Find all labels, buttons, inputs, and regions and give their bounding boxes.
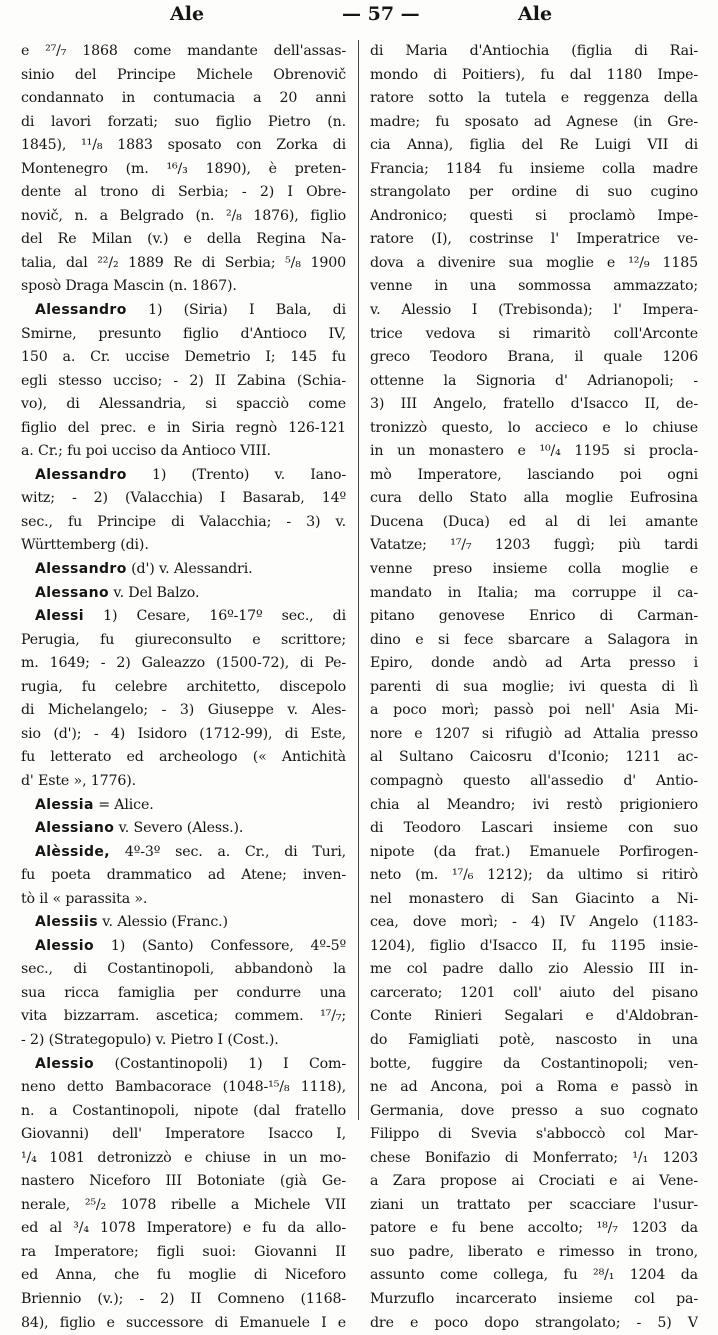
text-line <box>21 911 346 935</box>
text-line <box>21 1029 346 1053</box>
text-line <box>370 1241 698 1265</box>
line-text: ed al ³/₄ 1078 Imperatore) e fu da allo- <box>21 1220 346 1237</box>
text-line <box>21 723 346 747</box>
line-text: figlio del prec. e in Siria regnò 126-121 <box>21 419 346 436</box>
line-text: ed Anna, che fu moglie di Niceforo <box>21 1267 346 1284</box>
page-header <box>20 3 702 31</box>
text-line <box>370 699 698 723</box>
text-line <box>21 699 346 723</box>
line-text: (Costantinopoli) 1) I Com- <box>94 1055 346 1072</box>
line-text: ziani un trattato per scacciare l'usur- <box>370 1196 698 1213</box>
line-text: pitano genovese Enrico di Carman- <box>370 608 698 625</box>
text-line <box>21 323 346 347</box>
text-line <box>21 605 346 629</box>
line-text: tronizzò questo, lo accieco e lo chiuse <box>370 419 698 436</box>
text-line <box>21 511 346 535</box>
text-line <box>21 864 346 888</box>
text-line <box>370 935 698 959</box>
text-line <box>370 629 698 653</box>
text-line <box>370 770 698 794</box>
text-line <box>21 1147 346 1171</box>
line-text: egli stesso ucciso; - 2) II Zabina (Schia- <box>21 372 346 389</box>
text-line <box>21 87 346 111</box>
text-line <box>21 582 346 606</box>
text-line <box>370 888 698 912</box>
line-text: cura dello Stato alla moglie Eufrosina <box>370 490 698 507</box>
line-text: Giovanni) dell' Imperatore Isacco I, <box>21 1126 346 1143</box>
text-line <box>370 323 698 347</box>
line-text: condannato in contumacia a 20 anni <box>21 90 346 107</box>
entry-headword: Alessandro <box>35 302 127 319</box>
line-text: Vatatze; ¹⁷/₇ 1203 fuggì; più tardi <box>370 537 698 554</box>
text-line <box>21 746 346 770</box>
entry-headword: Alessano <box>35 584 110 601</box>
line-text: ne ad Ancona, poi a Roma e passò in <box>370 1079 698 1096</box>
line-text: dente al trono di Serbia; - 2) I Obre- <box>21 184 346 201</box>
line-text: greco Teodoro Brana, il quale 1206 <box>370 349 698 366</box>
text-line <box>21 1217 346 1241</box>
text-line <box>21 464 346 488</box>
line-text: botte, fuggire da Costantinopoli; ven- <box>370 1055 698 1072</box>
line-text: ratore sotto la tutela e reggenza della <box>370 90 698 107</box>
line-text: v. Del Balzo. <box>109 584 200 601</box>
line-text: 1) (Santo) Confessore, 4º-5º <box>94 937 346 954</box>
entry-headword: Alessiis <box>35 914 98 931</box>
line-text: 3) III Angelo, fratello d'Isacco II, de- <box>370 396 698 413</box>
text-line <box>21 817 346 841</box>
text-line <box>370 370 698 394</box>
entry-headword: Alessandro <box>35 561 127 578</box>
text-line <box>21 629 346 653</box>
column-divider <box>358 40 359 1120</box>
text-line <box>370 1264 698 1288</box>
line-text: witz; - 2) (Valacchia) I Basarab, 14º <box>21 490 346 507</box>
text-line <box>21 111 346 135</box>
line-text: m. 1649; - 2) Galeazzo (1500-72), di Pe- <box>21 655 346 672</box>
text-line <box>21 982 346 1006</box>
header-right-guide-word: Ale <box>518 3 553 25</box>
text-line <box>370 1194 698 1218</box>
line-text: venne preso insieme colla moglie e <box>370 561 698 578</box>
text-line <box>21 558 346 582</box>
text-line <box>370 1005 698 1029</box>
line-text: assunto come collega, fu ²⁸/₁ 1204 da <box>370 1267 698 1284</box>
text-line <box>370 134 698 158</box>
line-text: Andronico; questi si proclamò Impe- <box>370 207 698 224</box>
text-line <box>21 676 346 700</box>
text-line <box>370 1100 698 1124</box>
line-text: sinio del Principe Michele Obrenovič <box>21 66 346 83</box>
line-text: Perugia, fu giureconsulto e scrittore; <box>21 631 346 648</box>
text-line <box>370 982 698 1006</box>
text-line <box>21 1264 346 1288</box>
line-text: dino e si fece sbarcare a Salagora in <box>370 631 698 648</box>
text-line <box>370 1076 698 1100</box>
text-line <box>370 911 698 935</box>
line-text: rugia, fu celebre architetto, discepolo <box>21 678 346 695</box>
text-line <box>21 252 346 276</box>
text-line <box>370 252 698 276</box>
line-text: nore e 1207 si rifugiò ad Attalia presso <box>370 725 698 742</box>
line-text: di Michelangelo; - 3) Giuseppe v. Ales- <box>21 702 346 719</box>
text-line <box>370 228 698 252</box>
text-line <box>21 487 346 511</box>
text-line <box>370 440 698 464</box>
text-line <box>370 841 698 865</box>
text-line <box>21 40 346 64</box>
line-text: 4º-3º sec. a. Cr., di Turi, <box>110 843 346 860</box>
line-text: dre e poco dopo strangolato; - 5) V <box>370 1314 698 1331</box>
line-text: Filippo di Svevia s'abboccò col Mar- <box>370 1126 698 1143</box>
line-text: sio (d'); - 4) Isidoro (1712-99), di Este, <box>21 725 346 742</box>
line-text: mò Imperatore, lasciando poi ogni <box>370 466 698 483</box>
text-line <box>21 1100 346 1124</box>
text-line <box>21 370 346 394</box>
text-line <box>370 464 698 488</box>
text-line <box>370 275 698 299</box>
text-line <box>370 958 698 982</box>
text-line <box>370 746 698 770</box>
text-line <box>21 228 346 252</box>
entry-headword: Alessia <box>35 796 94 813</box>
line-text: fu letterato ed archeologo (« Antichità <box>21 749 346 766</box>
line-text: Germania, dove presso a suo cognato <box>370 1102 698 1119</box>
line-text: vita bizzarram. ascetica; commem. ¹⁷/₇; <box>21 1008 346 1025</box>
line-text: parenti di sua moglie; ivi questa di lì <box>370 678 698 695</box>
text-line <box>370 87 698 111</box>
text-line <box>370 723 698 747</box>
line-text: n. a Costantinopoli, nipote (dal fratello <box>21 1102 346 1119</box>
line-text: v. Alessio I (Trebisonda); l' Impera- <box>370 302 698 319</box>
line-text: compagnò questo all'assedio d' Antio- <box>370 772 698 789</box>
text-line <box>370 40 698 64</box>
line-text: Murzuflo incarcerato insieme col pa- <box>370 1290 698 1307</box>
line-text: Epiro, donde andò ad Arta presso i <box>370 655 698 672</box>
line-text: neto (m. ¹⁷/₆ 1212); da ultimo si ritirò <box>370 867 698 884</box>
text-line <box>21 1312 346 1335</box>
line-text: 1) Cesare, 16º-17º sec., di <box>84 608 346 625</box>
line-text: 1) (Siria) I Bala, di <box>126 302 346 319</box>
line-text: nipote (da frat.) Emanuele Porfirogen- <box>370 843 698 860</box>
entry-headword: Alessi <box>35 608 84 625</box>
line-text: del Re Milan (v.) e della Regina Na- <box>21 231 346 248</box>
line-text: ratore (I), costrinse l' Imperatrice ve- <box>370 231 698 248</box>
text-line <box>370 1123 698 1147</box>
text-line <box>21 1241 346 1265</box>
line-text: Smirne, presunto figlio d'Antioco IV, <box>21 325 346 342</box>
text-line <box>370 534 698 558</box>
line-text: cia Anna), figlia del Re Luigi VII di <box>370 137 698 154</box>
text-line <box>370 1029 698 1053</box>
line-text: sec., di Costantinopoli, abbandonò la <box>21 961 346 978</box>
text-line <box>370 158 698 182</box>
text-line <box>21 205 346 229</box>
line-text: venne in una sommossa ammazzato; <box>370 278 698 295</box>
line-text: di lavori forzati; suo figlio Pietro (n. <box>21 113 346 130</box>
line-text: carcerato; 1201 coll' aiuto del pisano <box>370 984 698 1001</box>
line-text: talia, dal ²²/₂ 1889 Re di Serbia; ⁵/₈ 1900 <box>21 254 346 271</box>
line-text: Württemberg (di). <box>21 537 149 554</box>
line-text: madre; fu sposato ad Agnese (in Gre- <box>370 113 698 130</box>
line-text: al Sultano Caicosru d'Iconio; 1211 ac- <box>370 749 698 766</box>
text-line <box>370 1170 698 1194</box>
line-text: neno detto Bambacorace (1048-¹⁵/₈ 1118), <box>21 1079 346 1096</box>
line-text: sposò Draga Mascin (n. 1867). <box>21 278 237 295</box>
line-text: chese Bonifazio di Monferrato; ¹/₁ 1203 <box>370 1149 698 1166</box>
text-line <box>370 582 698 606</box>
line-text: mandato in Italia; ma corruppe il ca- <box>370 584 698 601</box>
text-line <box>370 393 698 417</box>
text-line <box>370 487 698 511</box>
line-text: sua ricca famiglia per condurre una <box>21 984 346 1001</box>
entry-headword: Alessiano <box>35 820 115 837</box>
line-text: ra Imperatore; figli suoi: Giovanni II <box>21 1243 346 1260</box>
text-line <box>21 1170 346 1194</box>
line-text: fu poeta drammatico ad Atene; inven- <box>21 867 346 884</box>
text-line <box>21 841 346 865</box>
line-text: nastero Niceforo III Botoniate (già Ge- <box>21 1173 346 1190</box>
line-text: 84), figlio e successore di Emanuele I e <box>21 1314 346 1331</box>
text-line <box>21 417 346 441</box>
entry-headword: Alessio <box>35 1055 95 1072</box>
line-text: Montenegro (m. ¹⁶/₃ 1890), è preten- <box>21 160 346 177</box>
text-line <box>370 652 698 676</box>
text-line <box>21 770 346 794</box>
text-line <box>370 1147 698 1171</box>
line-text: 150 a. Cr. uccise Demetrio I; 145 fu <box>21 349 346 366</box>
line-text: nel monastero di San Giacinto a Ni- <box>370 890 698 907</box>
line-text: chia al Meandro; ivi restò prigioniero <box>370 796 698 813</box>
text-line <box>21 1076 346 1100</box>
line-text: v. Severo (Aless.). <box>114 820 244 837</box>
text-line <box>21 440 346 464</box>
line-text: Briennio (v.); - 2) II Comneno (1168- <box>21 1290 346 1307</box>
text-line <box>21 958 346 982</box>
entry-headword: Alessandro <box>35 466 127 483</box>
line-text: a poco morì; passò poi nell' Asia Mi- <box>370 702 698 719</box>
line-text: novič, n. a Belgrado (n. ²/₈ 1876), figlio <box>21 207 346 224</box>
text-line <box>21 1288 346 1312</box>
line-text: ¹/₄ 1081 detronizzò e chiuse in un mo- <box>21 1149 346 1166</box>
text-line <box>370 558 698 582</box>
line-text: in un monastero e ¹⁰/₄ 1195 si procla- <box>370 443 698 460</box>
text-line <box>370 205 698 229</box>
text-line <box>370 864 698 888</box>
text-line <box>370 605 698 629</box>
text-line <box>370 111 698 135</box>
line-text: trice vedova si rimaritò coll'Arconte <box>370 325 698 342</box>
text-line <box>21 299 346 323</box>
line-text: Francia; 1184 fu insieme colla madre <box>370 160 698 177</box>
line-text: di Teodoro Lascari insieme con suo <box>370 820 698 837</box>
line-text: a. Cr.; fu poi ucciso da Antioco VIII. <box>21 443 271 460</box>
text-line <box>21 652 346 676</box>
line-text: suo padre, liberato e rimesso in trono, <box>370 1243 698 1260</box>
entry-headword: Alessio <box>35 937 95 954</box>
left-column <box>21 40 346 1335</box>
text-line <box>21 158 346 182</box>
line-text: (d') v. Alessandri. <box>126 561 253 578</box>
right-column <box>370 40 698 1335</box>
text-line <box>21 1053 346 1077</box>
page-number: — 57 — <box>342 3 420 25</box>
line-text: mondo di Poitiers), fu dal 1180 Impe- <box>370 66 698 83</box>
text-line <box>21 1123 346 1147</box>
text-line <box>370 64 698 88</box>
line-text: patore e fu bene accolto; ¹⁸/₇ 1203 da <box>370 1220 698 1237</box>
line-text: v. Alessio (Franc.) <box>97 914 228 931</box>
text-line <box>370 511 698 535</box>
text-line <box>21 534 346 558</box>
text-line <box>370 417 698 441</box>
line-text: cea, dove morì; - 4) IV Angelo (1183- <box>370 914 698 931</box>
entry-headword: Alèsside, <box>35 843 111 860</box>
header-left-guide-word: Ale <box>170 3 205 25</box>
line-text: me col padre dallo zio Alessio III in- <box>370 961 698 978</box>
text-line <box>370 817 698 841</box>
text-line <box>370 1217 698 1241</box>
text-line <box>21 181 346 205</box>
line-text: Conte Rinieri Segalari e d'Aldobran- <box>370 1008 698 1025</box>
line-text: do Famigliati potè, nascosto in una <box>370 1031 698 1048</box>
line-text: sec., fu Principe di Valacchia; - 3) v. <box>21 513 346 530</box>
line-text: nerale, ²⁵/₂ 1078 ribelle a Michele VII <box>21 1196 346 1213</box>
text-line <box>21 794 346 818</box>
line-text: d' Este », 1776). <box>21 772 137 789</box>
text-line <box>21 1194 346 1218</box>
text-line <box>21 888 346 912</box>
line-text: 1204), figlio d'Isacco II, fu 1195 insie- <box>370 937 698 954</box>
text-line <box>370 676 698 700</box>
line-text: vo), di Alessandria, si spacciò come <box>21 396 346 413</box>
text-line <box>21 393 346 417</box>
line-text: tò il « parassita ». <box>21 890 148 907</box>
text-line <box>370 1312 698 1335</box>
line-text: Ducena (Duca) ed al di lei amante <box>370 513 698 530</box>
line-text: - 2) (Strategopulo) v. Pietro I (Cost.). <box>21 1031 279 1048</box>
line-text: a Zara propose ai Crociati e ai Vene- <box>370 1173 698 1190</box>
text-line <box>21 275 346 299</box>
line-text: 1) (Trento) v. Iano- <box>126 466 346 483</box>
line-text: = Alice. <box>93 796 154 813</box>
line-text: strangolato per ordine di suo cugino <box>370 184 698 201</box>
text-line <box>370 1288 698 1312</box>
text-line <box>370 299 698 323</box>
text-line <box>21 935 346 959</box>
text-line <box>370 181 698 205</box>
line-text: 1845), ¹¹/₈ 1883 sposato con Zorka di <box>21 137 346 154</box>
text-line <box>21 64 346 88</box>
text-line <box>370 1053 698 1077</box>
text-line <box>370 346 698 370</box>
line-text: dova a divenire sua moglie e ¹²/₉ 1185 <box>370 254 698 271</box>
text-line <box>21 134 346 158</box>
line-text: di Maria d'Antiochia (figlia di Rai- <box>370 43 698 59</box>
text-line <box>21 346 346 370</box>
line-text: ottenne la Signoria d' Adrianopoli; - <box>370 372 698 389</box>
line-text: e ²⁷/₇ 1868 come mandante dell'assas- <box>21 43 346 59</box>
text-line <box>21 1005 346 1029</box>
text-line <box>370 794 698 818</box>
